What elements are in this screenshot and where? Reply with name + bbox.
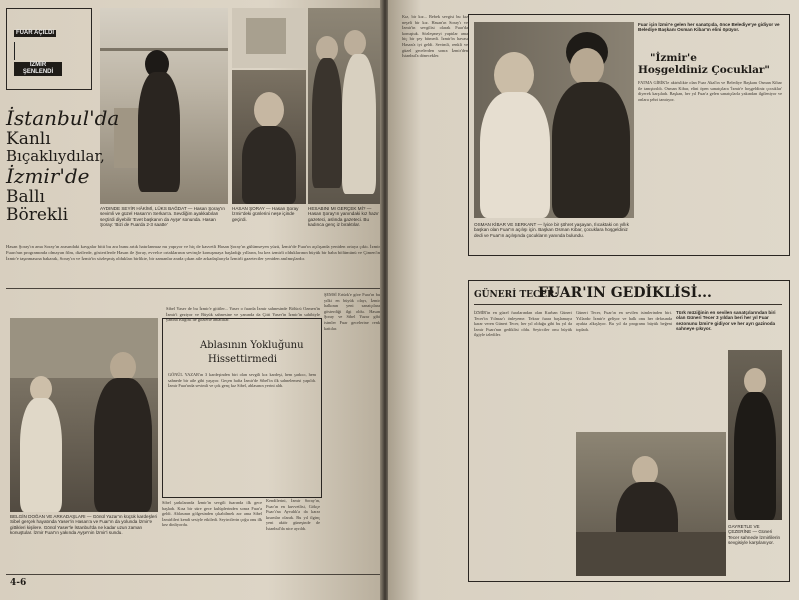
middle-col: Kendilerini, İzmir Soray'ın, Fuar'ın en kuvvetlisi, Gökçe Fuar'ı'na Ayvalık'a da karar kısımlar olarak. Bu yıl ilginç yeni aktör güneşinde de İstanbul'da nice ayrıldı. xyxy=(266,498,320,531)
headline-line2: Kanlı xyxy=(6,129,51,149)
story-headline-line1: "İzmir'e xyxy=(650,52,697,64)
photo-woman-portrait xyxy=(232,70,306,204)
intro2-paragraph: Sibel Yaser de bu İzmir'e gittiler... Yaser o fuarda İzmir sahnesinde Bölücü Ozmen'in İzmir'i geziyor ve Büyük sahnesine ve yanında da Çitti Yaser'in İzmir'in sahibiyle yanına Bilgirli de gözlerle anlattılar. xyxy=(166,306,320,323)
sub-headline-line1: Ablasının Yokluğunu xyxy=(200,340,304,351)
feature-rule xyxy=(474,304,782,305)
right-col1: Kız, bir kız... Bebek sevgisi bu kız neşeli bir kız. Hasan'ın Soray'ı ve İzmir'in sevgilisi olarak Fuar'da konuştuk. Sözleşmeyi yaptılar ama hiç bir şey bitmedi. İzmir'in havası Hasan'a iyi geldi. Sevimli, renkli ve güzel gecelerden sonra İzmir'den İstanbul'a dönecekler. xyxy=(402,14,468,59)
folio-left: 4-6 xyxy=(10,578,27,588)
caption-photo-1: AYDINDE SEYİR HÂKİMİ, LÜKS BAĞDAT — Hasan Şoray'ın sevimli ve güzel Hasan'ın Serkan'a. Sevdiğim ayakkabıları seçtirdi diyebilir 'Evet başkanın da Ayşe' sonunda. Hasan Şoray: 'Bizi de Fuarda 2-3 saatte' xyxy=(100,206,225,228)
tag-box xyxy=(6,8,92,90)
caption-photo-3: HESABINI MI GERÇEK Mİ? — Hasan Şoray'ın yanındaki kız hazır gazeteci, aslında gazeteci. Bu kadınca genç iz bıraktılar. xyxy=(308,206,379,228)
photo-couple-mic xyxy=(308,8,380,204)
headline-line3: Bıçaklıydılar, xyxy=(6,147,105,165)
body-col2: Sibel şarkılarında İzmir'in sevgili fuarında ilk gece başladı. Kısa bir süre gece kulüplerinden sonra Fuar'a geldi. Ablasının gölgesinden çıkabilmek zor ama Sibel İzmirlileri kendi sesiyle etkiledi. Seyircilerin çoğu onu ilk kez dinliyordu. xyxy=(162,500,262,528)
photo-hasan-soray-street xyxy=(100,8,228,204)
headline-line6: Börekli xyxy=(6,205,69,225)
photo-gunerli-portrait xyxy=(728,350,782,520)
right-page xyxy=(388,0,799,600)
tag-fuar-acildi: FUAR AÇILDI xyxy=(15,30,55,36)
story-headline-line2: Hoşgeldiniz Çocuklar" xyxy=(638,64,770,76)
story-intro: Fuar için İzmir'e gelen her sanatçıda, önce Belediye'ye gidiyor ve Belediye Başkanı Osman Kibar'ın elini öpüyor. xyxy=(638,22,780,33)
caption-bottom-left: BELGİN DOĞAN VE ARKADAŞLARI — Gönül Yazar'ın küçük kardeşleri Sibel gerçek hayatında Yaser'in Hasan'a ve Fuar'ın da yolunda İzmir'e gittikleri kişilere. Gönül Yaser'le İstanbul'da ne kadar uzun zaman konuştular. İzmir Fuar'ın yakında Ayşe'nin İzmir'i sundu. xyxy=(10,514,157,536)
caption-kibar: OSMAN KİBAR VE SERKANT — İyice bir şöhret yaşayan, Ilıcaktaki on yıllık başkan olan Fuar'ın açılışı için. Başkan Osman Kibar, çocuklara hoşgeldiniz dedi ve Fuar'ın açılışında çocukların yanında bulundu. xyxy=(474,222,629,238)
caption-gunerli: GAYRETLE VE ÇEZERİNE — Güneri Tecer sahnede İzmirlilerin sevgisiyle karşılanıyor. xyxy=(728,524,781,546)
feature-intro: Türk müziğinin en sevilen sanatçılarından biri olan Güneri Tecer 3 yıldan beri her yıl Fuar sezonunu İzmir'e gidiyor ve her ayrı gazinoda sahneye çıkıyor. xyxy=(676,310,776,332)
photo-handshake xyxy=(10,318,158,512)
photo-gunerli-stage xyxy=(576,432,726,576)
feature-col1: İZMİR'in en güzel fuarlarından olan Kurban Güneri Tecer'in Yılmaz'ı önleyeme. Tekrar fuara başlamaya karar veren Güneri Tecer, her yıl olduğu gibi bu yıl da İzmir Fuarı'nın gediklisi oldu. Seyirciler onu büyük ilgiyle izlediler. xyxy=(474,310,572,338)
photo-vase xyxy=(232,8,306,68)
headline-line1: İstanbul'da xyxy=(6,106,120,130)
left-page xyxy=(0,0,383,600)
feature-author: GÜNERİ TECER: xyxy=(474,290,558,300)
caption-photo-2: HASAN ŞORAY — Hasan Şoray İzmir'deki günlerini neşe içinde geçirdi. xyxy=(232,206,299,222)
divider xyxy=(6,288,380,289)
feature-title: FUAR'IN GEDİKLİSİ... xyxy=(538,285,712,301)
tag-izmir-senlendi: İZMİR ŞENLENDİ xyxy=(14,62,62,76)
intro-paragraph: Hasan Şoray'ın ama Soray'ın arasındaki kavgalar bitti bu ara bunu artık hatırlanmaz mı yapıyor ve hiç de kasvetli Hasan Şoray'ın gülümseyen yüzü, İzmir'de Fuar'ın açılışında yeniden ortaya çıktı. İzmir Fuarı'nın programında olmayan film, dizilerde, gösterilerde Hasan ile Şoray, evvelce ortaklarının sevinçle konuşmaya başladığı yılların, bu kez izmirli olduklarının büyük bir baba bölümünü ve Çimen'in İzmir'e taşınmasına bakarak, Soray'ın ve İzmir'in sözleşmiş oldukları birlikte, bir zamanlar arada çıkan aile arkadaşlarıyla İzmirli gazeteciler yeniden anılmışlardır. xyxy=(6,244,380,261)
feature-col2: Güneri Tecer, Fuar'ın en sevilen isimlerinden biri. Yıllardır İzmir'e geliyor ve halk onu her defasında ayakta alkışlıyor. Bu yıl da programı büyük beğeni topladı. xyxy=(576,310,672,332)
story-body: FATMA GİRİK'le aktrislikte olan Fuar Akal'ın ve Belediye Başkanı Osman Kibar ile tanıştırıldı. Osman Kibar, elini öpen sanatçılara 'İzmir'e hoşgeldiniz çocuklar' diyerek karşıladı. Başkan, her yıl Fuar'a gelen sanatçılarla yakından ilgileniyor ve onlara şehri tanıtıyor. xyxy=(638,80,782,102)
sub-headline-line2: Hissettirmedi xyxy=(208,354,278,365)
bottom-rule xyxy=(6,574,380,575)
headline-line4: İzmir'de xyxy=(6,164,90,188)
tag-connector xyxy=(14,42,15,60)
body-col3: ŞEMSİ Ertürk'e göre Fuar'ın bu yılki en büyük olayı, İzmir halkının yeni sanatçılara gösterdiği ilgi oldu. Hasan Şoray ve Sibel Yazar gibi isimler Fuar gecelerine renk kattılar. xyxy=(324,292,380,331)
headline-line5: Ballı xyxy=(6,187,45,207)
body-col1: GÖNÜL YAZAR'ın 3 kardeşinden biri olan sevgili kız kardeşi, hem şarkıcı, hem sahnede bir aile gibi yaşıyor. Geçen hafta İzmir'de Sibel'in ilk sahnelemesi yapıldı. İzmir Fuar'ında sevimli ve çok genç kız Sibel, ablasının yerini aldı. xyxy=(168,372,316,389)
